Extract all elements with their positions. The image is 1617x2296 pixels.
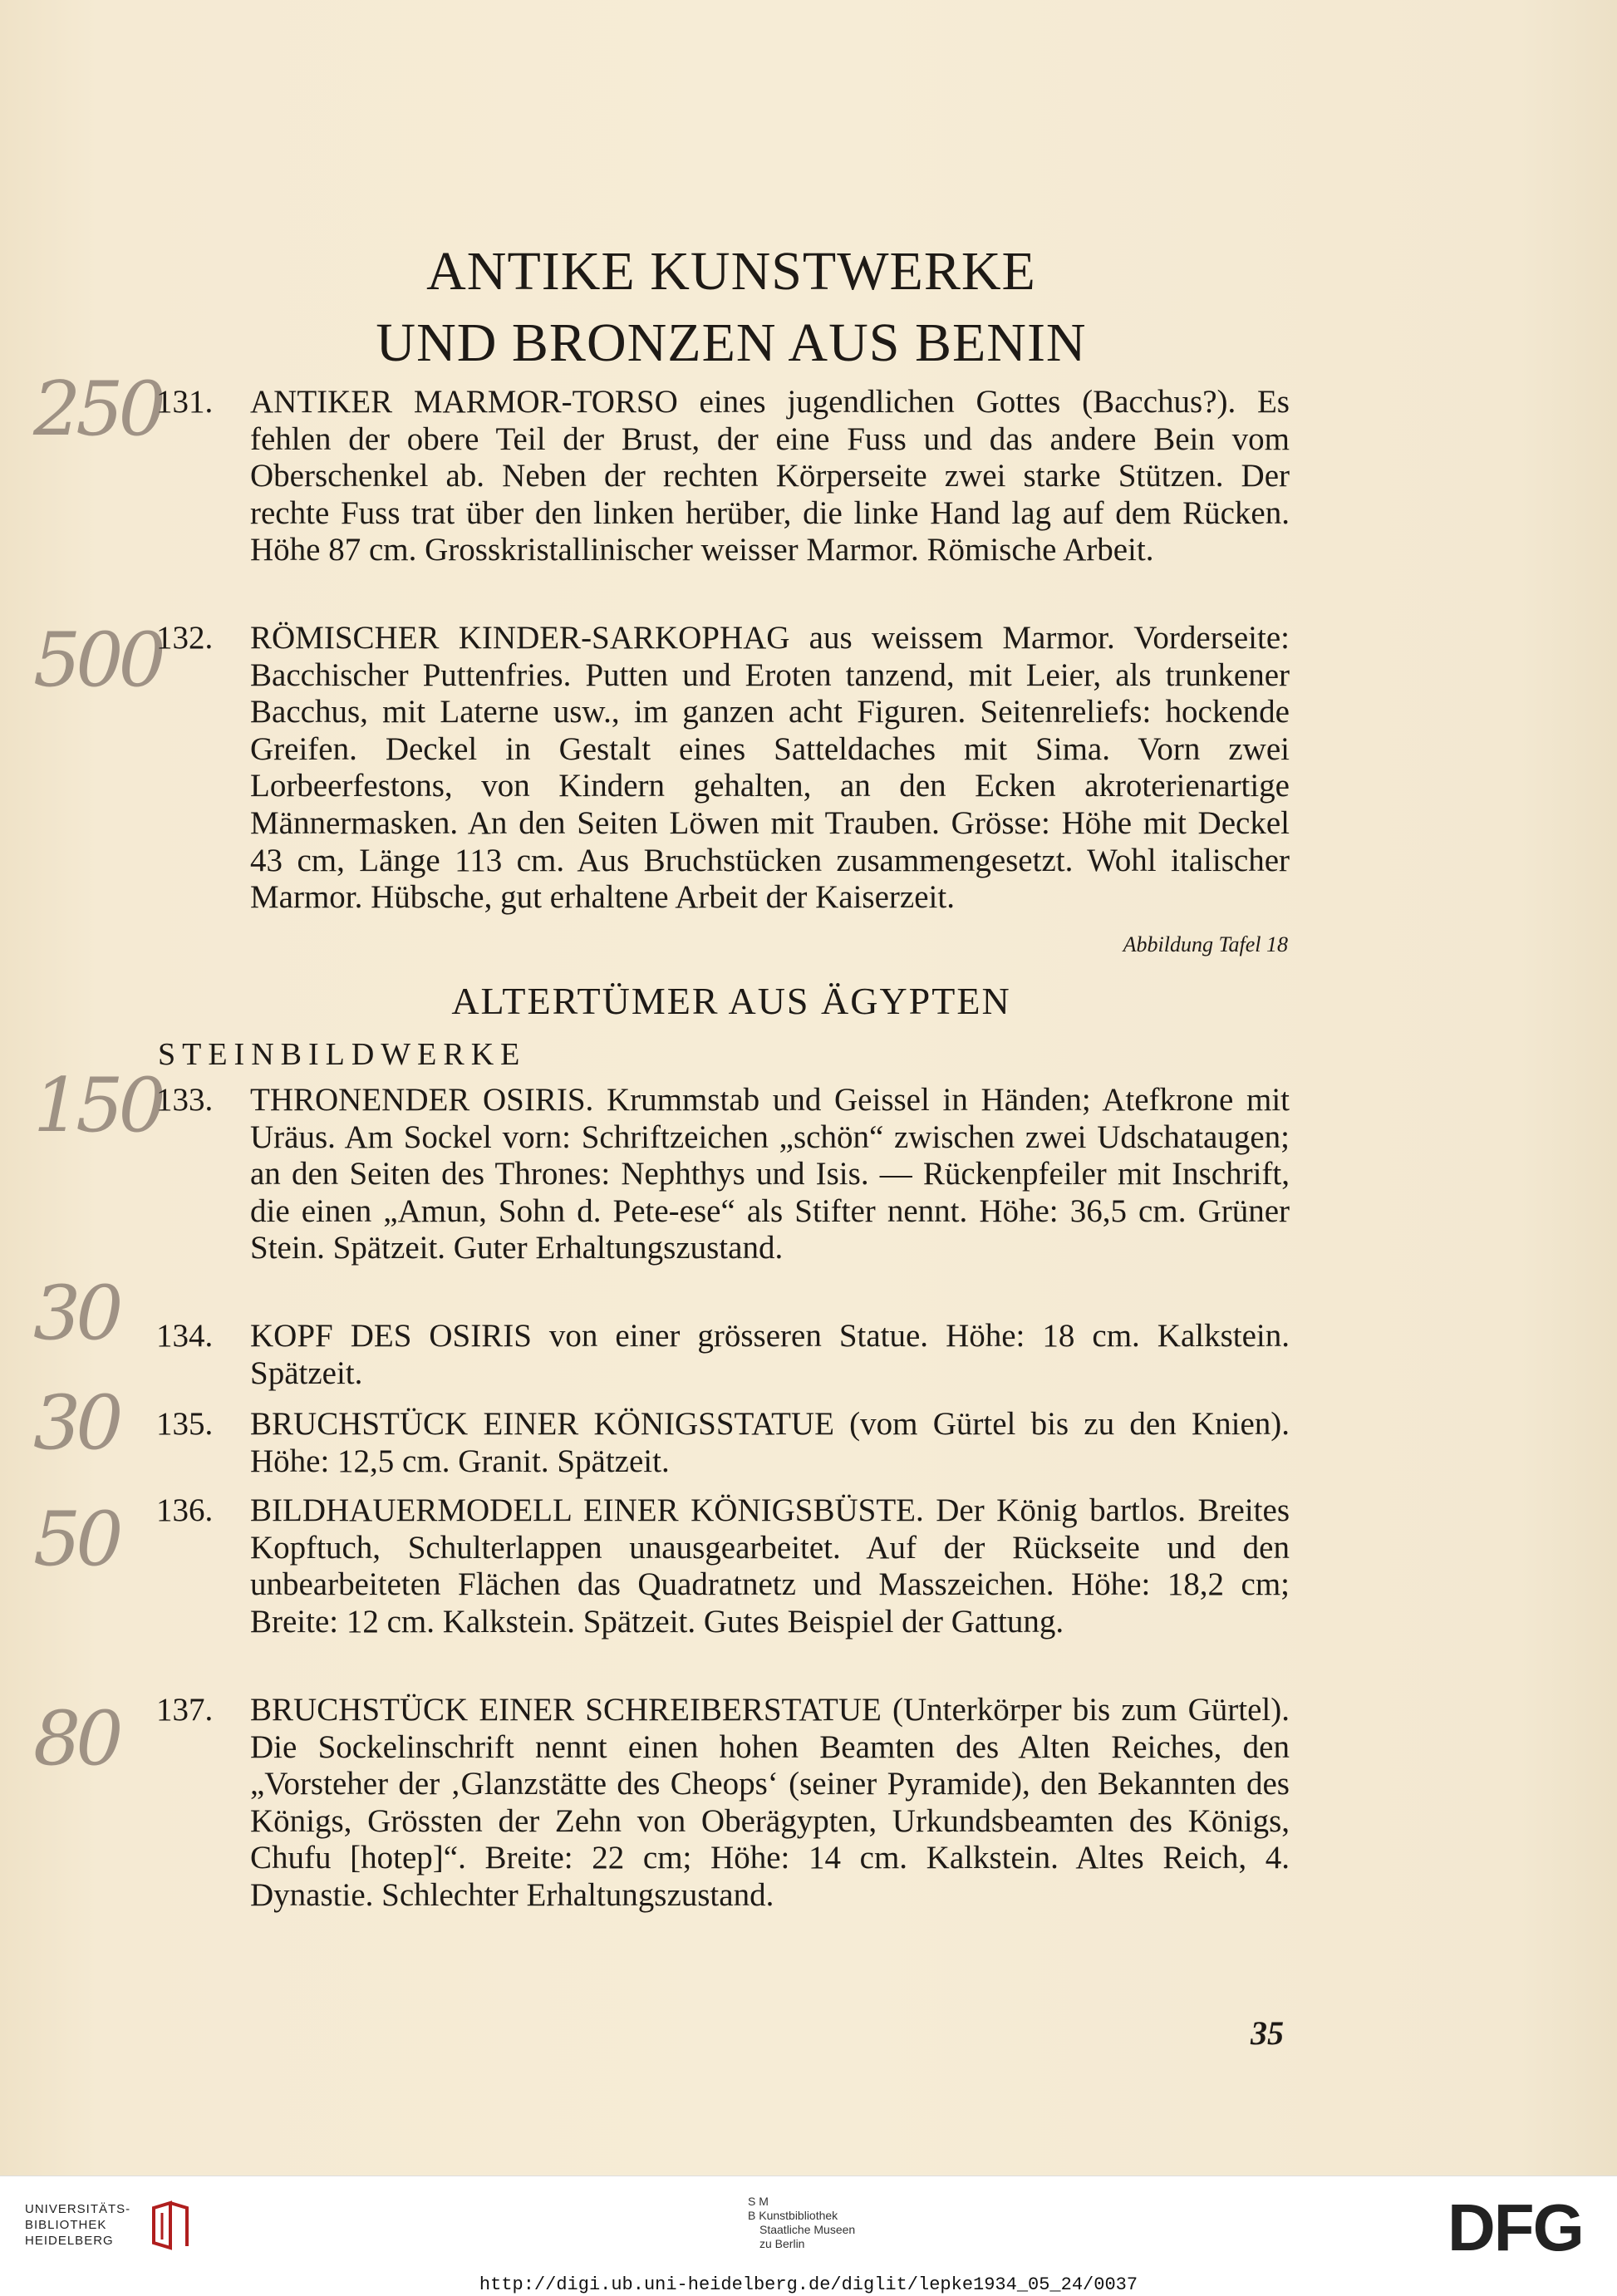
catalog-entry	[156, 1318, 1290, 1392]
entry-text: ANTIKER MARMOR-TORSO eines jugendlichen Gottes (Bacchus?). Es fehlen der obere Teil der Brust, der eine Fuss und das andere Bein vom Oberschenkel ab. Neben der rechten Körperseite zwei starke Stützen. Der rechte Fuss trat über den linken herüber, die linke Hand lag auf dem Rücken. Höhe 87 cm. Grosskristallinischer weisser Marmor. Römische Arbeit.	[250, 384, 1290, 568]
entry-text: THRONENDER OSIRIS. Krummstab und Geissel in Händen; Atefkrone mit Uräus. Am Sockel vorn: Schriftzeichen „schön“ zwischen zwei Udschataugen; an den Seiten des Thrones: Nephthys und Isis. — Rückenpfeiler mit Inschrift, die einen „Amun, Sohn d. Pete-ese“ als Stifter nennt. Höhe: 36,5 cm. Grüner Stein. Spätzeit. Guter Erhaltungszustand.	[250, 1082, 1290, 1266]
margin-note: 250	[33, 366, 161, 453]
entry-text: KOPF DES OSIRIS von einer grösseren Statue. Höhe: 18 cm. Kalkstein. Spätzeit.	[250, 1318, 1290, 1391]
entry-number: 135.	[156, 1406, 214, 1442]
margin-note: 50	[33, 1496, 119, 1583]
margin-note: 150	[33, 1062, 161, 1149]
viewer-footer	[0, 2176, 1617, 2296]
margin-note: 30	[33, 1270, 119, 1357]
university-line: UNIVERSITÄTS-	[25, 2202, 131, 2216]
catalog-entry	[156, 1492, 1290, 1640]
page-title-line-1: ANTIKE KUNSTWERKE	[426, 241, 1036, 302]
university-line: HEIDELBERG	[25, 2234, 114, 2248]
entry-number: 131.	[156, 384, 214, 420]
entry-number: 137.	[156, 1692, 214, 1728]
university-library-label	[25, 2201, 150, 2249]
entry-number: 133.	[156, 1082, 214, 1118]
page-number: 35	[1251, 2014, 1284, 2052]
partner-line: S M	[748, 2195, 769, 2208]
figure-reference: Abbildung Tafel 18	[1123, 932, 1288, 956]
entry-number: 134.	[156, 1318, 214, 1354]
partner-label	[748, 2195, 855, 2251]
catalog-entry	[156, 384, 1290, 569]
catalog-entry	[156, 1692, 1290, 1915]
subsection-heading: STEINBILDWERKE	[158, 1037, 527, 1072]
university-logo-icon	[145, 2200, 195, 2253]
partner-line: B Kunstbibliothek	[748, 2209, 838, 2222]
entry-text: RÖMISCHER KINDER-SARKOPHAG aus weissem Marmor. Vorderseite: Bacchischer Puttenfries. Putten und Eroten tanzend, mit Leier, als trunkener Bacchus, mit Laterne usw., im ganzen acht Figuren. Seitenreliefs: hockende Greifen. Deckel in Gestalt eines Satteldaches mit Sima. Vorn zwei Lorbeerfestons, von Kindern gehalten, an den Ecken akroterienartige Männermasken. An den Seiten Löwen mit Trauben. Grösse: Höhe mit Deckel 43 cm, Länge 113 cm. Aus Bruchstücken zusammengesetzt. Wohl italischer Marmor. Hübsche, gut erhaltene Arbeit der Kaiserzeit.	[250, 620, 1290, 916]
entry-number: 136.	[156, 1492, 214, 1528]
dfg-logo: DFG	[1447, 2190, 1583, 2264]
permalink-url[interactable]: http://digi.ub.uni-heidelberg.de/diglit/lepke1934_05_24/0037	[479, 2274, 1138, 2295]
section-heading: ALTERTÜMER AUS ÄGYPTEN	[451, 980, 1011, 1022]
page-title-line-2: UND BRONZEN AUS BENIN	[376, 312, 1087, 373]
entry-text: BILDHAUERMODELL EINER KÖNIGSBÜSTE. Der König bartlos. Breites Kopftuch, Schulterlappen unausgearbeitet. Auf der Rückseite und den unbearbeiteten Flächen das Quadratnetz und Masszeichen. Höhe: 18,2 cm; Breite: 12 cm. Kalkstein. Spätzeit. Gutes Beispiel der Gattung.	[250, 1492, 1290, 1640]
margin-note: 30	[33, 1379, 119, 1467]
catalog-entry	[156, 1082, 1290, 1267]
partner-line: zu Berlin	[759, 2237, 805, 2250]
university-line: BIBLIOTHEK	[25, 2218, 107, 2232]
entry-text: BRUCHSTÜCK EINER SCHREIBERSTATUE (Unterkörper bis zum Gürtel). Die Sockelinschrift nennt einen hohen Beamten des Alten Reiches, den „Vorsteher der ‚Glanzstätte des Cheops‘ (seiner Pyramide), den Bekannten des Königs, Grössten der Zehn von Oberägypten, Urkundsbeamten des Königs, Chufu [hotep]“. Breite: 22 cm; Höhe: 14 cm. Kalkstein. Altes Reich, 4. Dynastie. Schlechter Erhaltungszustand.	[250, 1692, 1290, 1913]
margin-note: 500	[33, 617, 161, 704]
catalog-entry	[156, 620, 1290, 917]
margin-note: 80	[33, 1695, 119, 1782]
entry-number: 132.	[156, 620, 214, 656]
partner-line: Staatliche Museen	[759, 2223, 856, 2236]
catalog-entry	[156, 1406, 1290, 1480]
entry-text: BRUCHSTÜCK EINER KÖNIGSSTATUE (vom Gürtel bis zu den Knien). Höhe: 12,5 cm. Granit. Spätzeit.	[250, 1406, 1290, 1479]
